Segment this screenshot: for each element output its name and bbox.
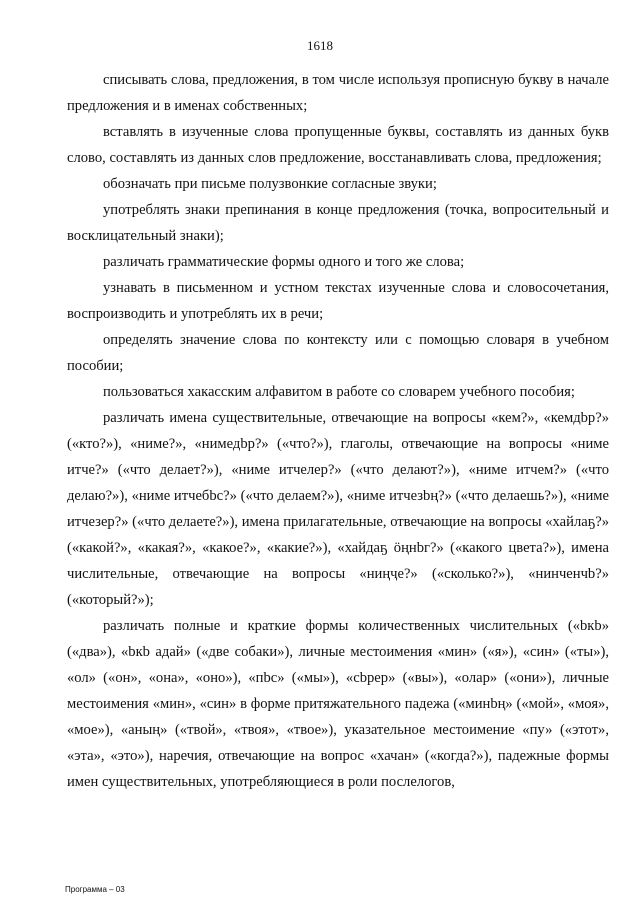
paragraph-10: различать полные и краткие формы количественных числительных («bкb» («два»), «bкb адай» («две собаки»), личные местоимения «мин» («я»), «син» («ты»), «ол» («он», «она», «оно»), «пbс» («мы»), «сbрер» («вы»), «олар» («они»), личные местоимения «мин», «син» в форме притяжательного падежа («минbң» («мой», «моя», «мое»), «аның» («твой», «твоя», «твое»), указательное местоимение «пу» («этот», «эта», «это»), наречия, отвечающие на вопрос «хачан» («когда?»), падежные формы имен существительных, употребляющиеся в роли послелогов,	[67, 618, 609, 790]
paragraph-4: употреблять знаки препинания в конце предложения (точка, вопросительный и восклицательный знаки);	[67, 202, 609, 244]
paragraph-9: различать имена существительные, отвечающие на вопросы «кем?», «кемдbр?» («кто?»), «ниме?», «нимедbр?» («что?»), глаголы, отвечающие на вопросы «ниме итче?» («что делает?»), «ниме итчелер?» («что делают?»), «ниме итчем?» («что делаю?»), «ниме итчебbс?» («что делаем?»), «ниме итчезbң?» («что делаешь?»), «ниме итчезер?» («что делаете?»), имена прилагательные, отвечающие на вопросы «хайлаҕ?» («какой?», «какая?», «какое?», «какие?»), «хайдаҕ ӧңнbг?» («какого цвета?»), имена числительные, отвечающие на вопросы «ниңҷе?» («сколько?»), «нинченчb?» («который?»);	[67, 410, 609, 608]
paragraph-8: пользоваться хакасским алфавитом в работе со словарем учебного пособия;	[103, 384, 575, 400]
body-text	[67, 67, 609, 795]
page-number: 1618	[307, 38, 333, 53]
paragraph-2: вставлять в изученные слова пропущенные буквы, составлять из данных букв слово, составлять из данных слов предложение, восстанавливать слова, предложения;	[67, 124, 609, 166]
footer-program-label: Программа – 03	[65, 885, 125, 894]
paragraph-5: различать грамматические формы одного и того же слова;	[103, 254, 465, 270]
paragraph-3: обозначать при письме полузвонкие согласные звуки;	[103, 176, 437, 192]
paragraph-6: узнавать в письменном и устном текстах изученные слова и словосочетания, воспроизводить и употреблять их в речи;	[67, 280, 609, 322]
paragraph-7: определять значение слова по контексту или с помощью словаря в учебном пособии;	[67, 332, 609, 374]
paragraph-1: списывать слова, предложения, в том числе используя прописную букву в начале предложения и в именах собственных;	[67, 72, 609, 114]
